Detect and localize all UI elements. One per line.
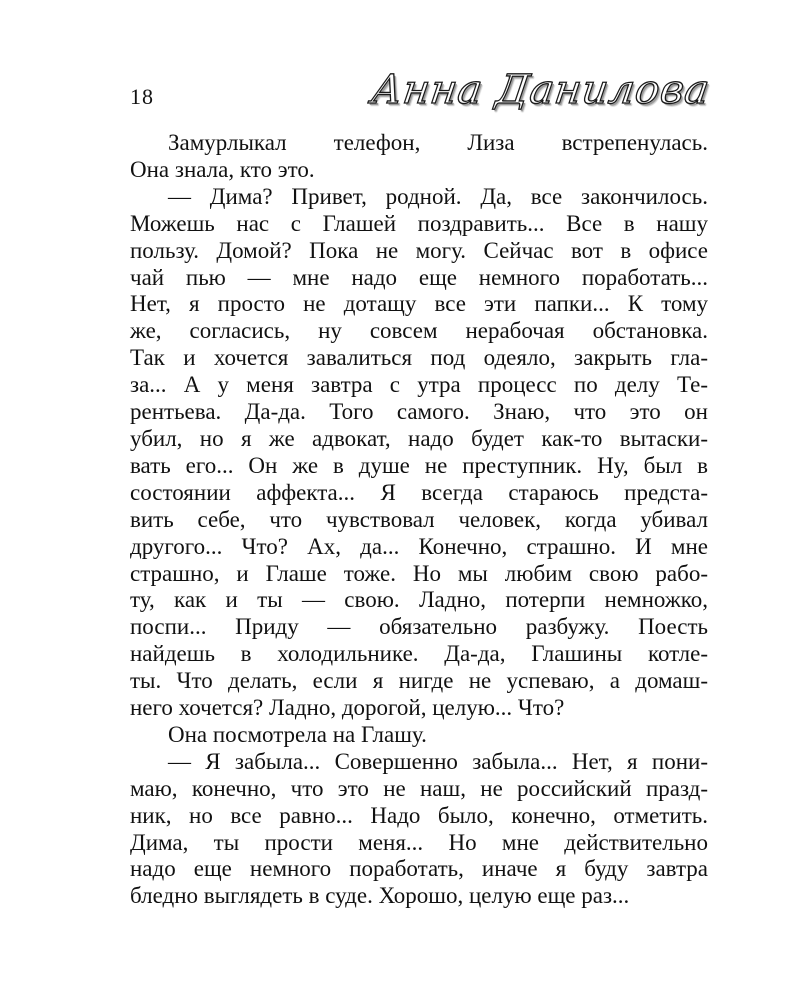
paragraph [130,722,708,749]
text-line: вить себе, что чувствовал человек, когда убивал [130,506,708,532]
text-line: ник, но все равно... Надо было, конечно, отметить. [130,802,708,828]
text-line: — Дима? Привет, родной. Да, все закончилось. [168,183,708,209]
author-running-head: Анна Данилова [369,67,714,113]
page-number: 18 [130,84,154,109]
text-line: Нет, я просто не дотащу все эти папки... К тому [130,291,708,317]
paragraph [130,130,708,184]
text-line: Так и хочется завалиться под одеяло, закрыть гла- [130,345,708,371]
text-line: Она посмотрела на Глашу. [168,721,427,747]
text-line: пользу. Домой? Пока не могу. Сейчас вот в офисе [130,237,708,263]
text-line: Дима, ты прости меня... Но мне действительно [130,829,708,855]
text-line: него хочется? Ладно, дорогой, целую... Что? [130,695,565,721]
text-line: ту, как и ты — свою. Ладно, потерпи немножко, [130,587,708,613]
text-line: чай пью — мне надо еще немного поработать... [130,264,708,290]
text-line: за... А у меня завтра с утра процесс по делу Те- [130,372,708,398]
paragraph [130,184,708,722]
paragraph [130,749,708,910]
text-line: ты. Что делать, если я нигде не успеваю, а домаш- [130,668,708,694]
body-text [130,130,708,910]
text-line: — Я забыла... Совершенно забыла... Нет, я пони- [168,748,708,774]
text-line: маю, конечно, что это не наш, не российский празд- [130,775,708,801]
text-line: поспи... Приду — обязательно разбужу. Поесть [130,614,708,640]
text-line: бледно выглядеть в суде. Хорошо, целую еще раз... [130,883,630,909]
text-line: состоянии аффекта... Я всегда стараюсь предста- [130,479,708,505]
text-line: найдешь в холодильнике. Да-да, Глашины котле- [130,641,708,667]
text-line: убил, но я же адвокат, надо будет как-то вытаски- [130,425,708,451]
text-line: же, согласись, ну совсем нерабочая обстановка. [130,318,708,344]
text-line: другого... Что? Ах, да... Конечно, страшно. И мне [130,533,708,559]
text-line: Можешь нас с Глашей поздравить... Все в нашу [130,210,708,236]
text-line: надо еще немного поработать, иначе я буду завтра [130,856,708,882]
text-line: вать его... Он же в душе не преступник. Ну, был в [130,452,708,478]
page-header [130,67,714,120]
text-line: Замурлыкал телефон, Лиза встрепенулась. [168,130,708,155]
text-line: Она знала, кто это. [130,156,315,182]
text-line: страшно, и Глаше тоже. Но мы любим свою рабо- [130,560,708,586]
text-line: рентьева. Да-да. Того самого. Знаю, что это он [130,399,708,425]
